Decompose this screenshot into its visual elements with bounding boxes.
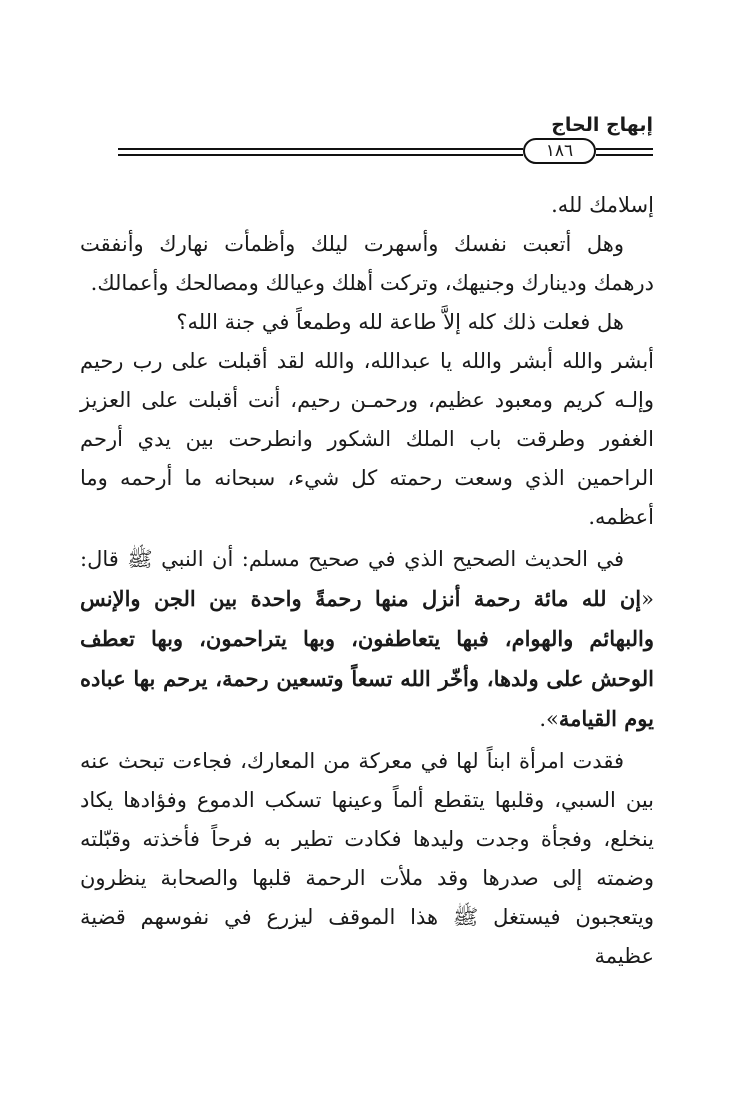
hadith-intro: في الحديث الصحيح الذي في صحيح مسلم: أن النبي ﷺ قال: « xyxy=(80,547,654,611)
header-rule xyxy=(596,154,653,156)
paragraph: إسلامك لله. xyxy=(551,193,654,217)
paragraph: أبشر والله أبشر والله يا عبدالله، والله لقد أقبلت على رب رحيم وإلـه كريم ومعبود عظيم، ورحمـن رحيم، أنت أقبلت على العزيز الغفور وطرقت باب الملك الشكور وانطرحت بين يدي أرحم الراحمين الذي وسعت رحمته كل شيء، سبحانه ما أرحمه وما أعظمه. xyxy=(80,349,654,529)
hadith-quote: إن لله مائة رحمة أنزل منها رحمةً واحدة بين الجن والإنس والبهائم والهوام، فبها يتعاطفون، وبها يتراحمون، وبها تعطف الوحش على ولدها، وأخّر الله تسعاً وتسعين رحمة، يرحم بها عباده يوم القيامة xyxy=(80,586,654,731)
page-body xyxy=(80,186,654,976)
page-number: ١٨٦ xyxy=(523,138,596,164)
paragraph: فقدت امرأة ابناً لها في معركة من المعارك، فجاءت تبحث عنه بين السبي، وقلبها يتقطع ألماً وعينها تسكب الدموع وفؤادها يكاد ينخلع، وفجأة وجدت وليدها فكادت تطير به فرحاً فأخذته وقبّلته وضمته إلى صدرها وقد ملأت الرحمة قلبها والصحابة ينظرون ويتعجبون فيستغل ﷺ هذا الموقف ليزرع في نفوسهم قضية عظيمة xyxy=(80,749,654,968)
hadith-paragraph xyxy=(80,540,654,739)
header-rule xyxy=(118,148,523,150)
paragraph: وهل أتعبت نفسك وأسهرت ليلك وأظمأت نهارك وأنفقت درهمك ودينارك وجنيهك، وتركت أهلك وعيالك ومصالحك وأعمالك. xyxy=(80,232,654,295)
header-rule xyxy=(596,148,653,150)
page-header xyxy=(118,108,653,172)
header-rule xyxy=(118,154,523,156)
running-title: إبهاج الحاج xyxy=(551,114,653,136)
hadith-outro: ». xyxy=(539,707,559,731)
paragraph: هل فعلت ذلك كله إلاَّ طاعة لله وطمعاً في جنة الله؟ xyxy=(176,310,624,334)
